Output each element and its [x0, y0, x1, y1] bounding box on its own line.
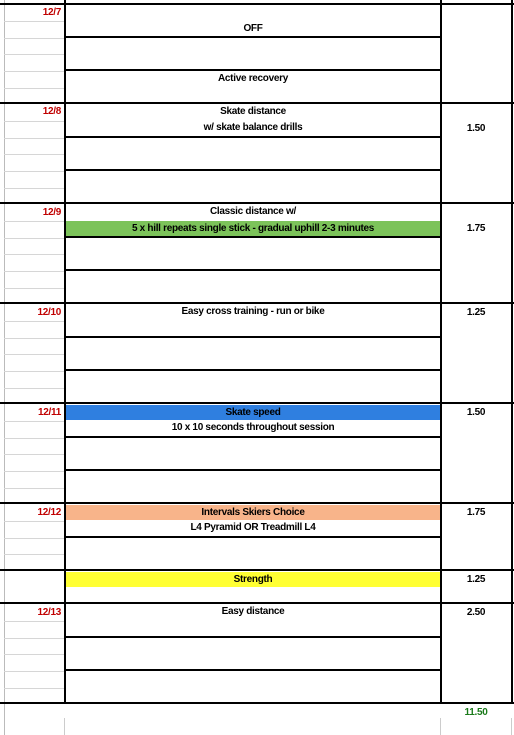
grid-line — [4, 371, 64, 372]
hours-cell[interactable]: 1.50 — [466, 407, 486, 418]
date-cell[interactable]: 12/11 — [38, 407, 61, 418]
workout-highlight-blue[interactable]: Skate speed — [66, 405, 440, 420]
grid-line — [4, 354, 64, 355]
grid-line — [4, 38, 64, 39]
date-cell[interactable]: 12/10 — [37, 307, 61, 318]
row-border — [0, 402, 514, 404]
date-cell[interactable]: 12/12 — [37, 507, 61, 518]
total-hours[interactable]: 11.50 — [464, 707, 488, 718]
row-border — [0, 502, 514, 504]
grid-line — [4, 288, 64, 289]
grid-line — [440, 718, 441, 735]
workout-text[interactable]: Skate distance — [220, 106, 286, 117]
row-border — [64, 236, 442, 238]
hours-cell[interactable]: 1.75 — [466, 507, 486, 518]
grid-line — [4, 654, 64, 655]
row-border — [64, 336, 442, 338]
row-border — [64, 369, 442, 371]
grid-line — [4, 688, 64, 689]
grid-line — [4, 21, 64, 22]
grid-line — [4, 221, 64, 222]
workout-text[interactable]: OFF — [243, 23, 263, 34]
row-border — [0, 702, 514, 704]
grid-line — [4, 321, 64, 322]
grid-line — [4, 621, 64, 622]
row-border — [64, 269, 442, 271]
column-border — [440, 0, 442, 704]
hours-cell[interactable]: 1.25 — [466, 574, 486, 585]
grid-line — [4, 538, 64, 539]
grid-line — [4, 554, 64, 555]
grid-line — [4, 454, 64, 455]
row-border — [64, 169, 442, 171]
workout-text[interactable]: 10 x 10 seconds throughout session — [171, 422, 335, 433]
grid-line — [4, 121, 64, 122]
grid-line — [4, 438, 64, 439]
grid-line — [4, 521, 64, 522]
grid-line — [511, 718, 512, 735]
grid-line — [4, 671, 64, 672]
date-cell[interactable]: 12/13 — [37, 607, 61, 618]
grid-line — [4, 471, 64, 472]
row-border — [0, 3, 514, 5]
hours-cell[interactable]: 1.50 — [466, 123, 486, 134]
grid-line — [4, 138, 64, 139]
row-border — [64, 636, 442, 638]
workout-text[interactable]: w/ skate balance drills — [203, 122, 303, 133]
row-border — [64, 436, 442, 438]
grid-line — [4, 154, 64, 155]
grid-line — [4, 71, 64, 72]
grid-line — [4, 188, 64, 189]
grid-line — [4, 488, 64, 489]
workout-highlight-green[interactable]: 5 x hill repeats single stick - gradual uphill 2-3 minutes — [66, 221, 440, 236]
row-border — [0, 569, 514, 571]
grid-line — [4, 388, 64, 389]
hours-cell[interactable]: 2.50 — [466, 607, 486, 618]
date-cell[interactable]: 12/7 — [42, 7, 61, 18]
row-border — [64, 469, 442, 471]
grid-line — [4, 421, 64, 422]
date-cell[interactable]: 12/9 — [42, 207, 61, 218]
workout-text[interactable]: Classic distance w/ — [209, 206, 296, 217]
workout-text[interactable]: Active recovery — [218, 73, 288, 84]
grid-line — [4, 171, 64, 172]
grid-line — [4, 238, 64, 239]
grid-line — [4, 638, 64, 639]
hours-cell[interactable]: 1.75 — [466, 223, 486, 234]
row-border — [64, 136, 442, 138]
grid-line — [64, 718, 65, 735]
grid-line — [4, 54, 64, 55]
column-border — [511, 0, 513, 704]
date-cell[interactable]: 12/8 — [42, 106, 61, 117]
workout-text[interactable]: Easy distance — [221, 606, 285, 617]
grid-line — [4, 338, 64, 339]
grid-line — [4, 88, 64, 89]
hours-cell[interactable]: 1.25 — [466, 307, 486, 318]
workout-text[interactable]: L4 Pyramid OR Treadmill L4 — [190, 522, 316, 533]
workout-text[interactable]: Easy cross training - run or bike — [181, 306, 325, 317]
grid-line — [4, 271, 64, 272]
row-border — [64, 536, 442, 538]
grid-line — [4, 254, 64, 255]
workout-highlight-yellow[interactable]: Strength — [66, 572, 440, 587]
row-border — [64, 669, 442, 671]
workout-highlight-orange[interactable]: Intervals Skiers Choice — [66, 505, 440, 520]
